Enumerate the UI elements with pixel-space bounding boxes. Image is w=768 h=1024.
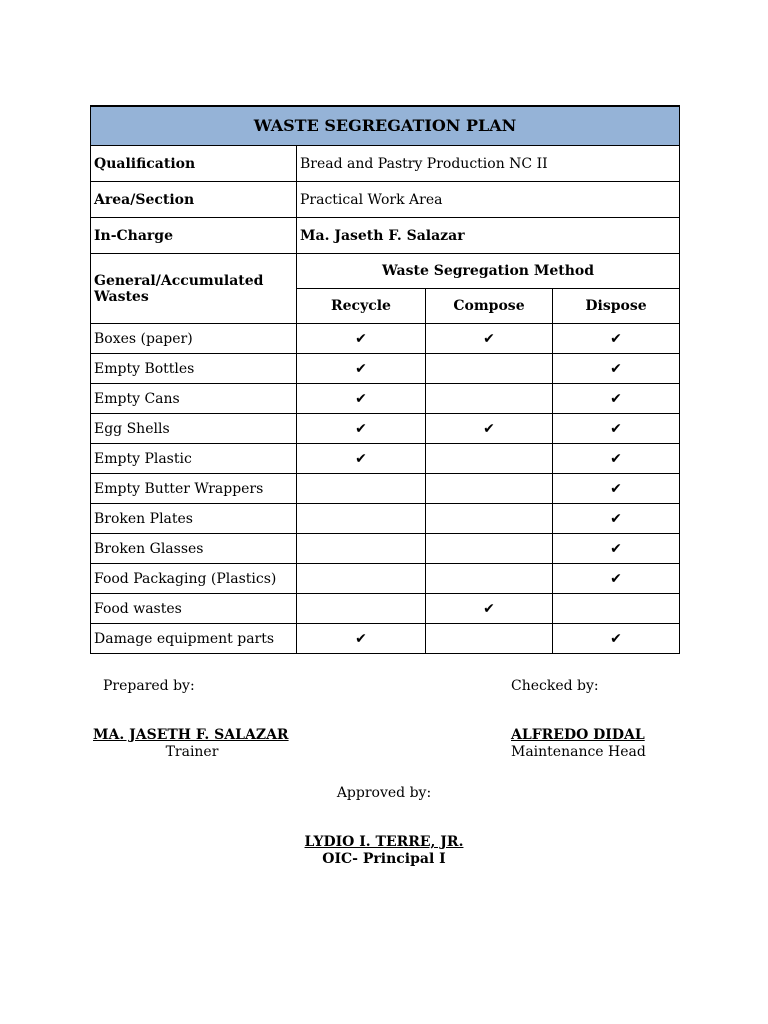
table-row: [91, 594, 680, 624]
approver-title: OIC- Principal I: [322, 851, 446, 867]
method-header: Waste Segregation Method: [297, 254, 680, 289]
table-row: [91, 444, 680, 474]
dispose-cell: ✔: [553, 534, 680, 564]
preparer-name: MA. JASETH F. SALAZAR: [93, 727, 289, 743]
compose-cell: ✔: [426, 324, 553, 354]
compose-cell: [426, 624, 553, 654]
dispose-cell: ✔: [553, 564, 680, 594]
dispose-cell: ✔: [553, 414, 680, 444]
dispose-cell: ✔: [553, 444, 680, 474]
dispose-header: Dispose: [553, 289, 680, 324]
compose-cell: [426, 534, 553, 564]
compose-header: Compose: [426, 289, 553, 324]
table-row: [91, 384, 680, 414]
dispose-cell: ✔: [553, 624, 680, 654]
recycle-cell: ✔: [297, 354, 426, 384]
table-row: [91, 474, 680, 504]
table-row: [91, 534, 680, 564]
recycle-cell: ✔: [297, 324, 426, 354]
waste-item-cell: Broken Glasses: [91, 534, 297, 564]
recycle-cell: [297, 474, 426, 504]
waste-segregation-table: [90, 105, 680, 654]
table-row: [91, 324, 680, 354]
approver-name: LYDIO I. TERRE, JR.: [304, 834, 464, 850]
recycle-cell: ✔: [297, 414, 426, 444]
waste-item-cell: Empty Cans: [91, 384, 297, 414]
compose-cell: [426, 474, 553, 504]
table-row: [91, 564, 680, 594]
checker-title: Maintenance Head: [511, 744, 646, 760]
waste-item-cell: Damage equipment parts: [91, 624, 297, 654]
table-row: [91, 504, 680, 534]
recycle-cell: [297, 564, 426, 594]
area-value: Practical Work Area: [297, 182, 680, 218]
compose-cell: [426, 384, 553, 414]
wastes-header: General/Accumulated Wastes: [91, 254, 297, 324]
qualification-value: Bread and Pastry Production NC II: [297, 146, 680, 182]
table-title: WASTE SEGREGATION PLAN: [91, 106, 680, 146]
compose-cell: [426, 444, 553, 474]
checked-by-label: Checked by:: [511, 678, 599, 694]
recycle-cell: [297, 534, 426, 564]
compose-cell: ✔: [426, 594, 553, 624]
incharge-label: In-Charge: [91, 218, 297, 254]
table-row: [91, 624, 680, 654]
table-row: [91, 414, 680, 444]
waste-item-cell: Empty Butter Wrappers: [91, 474, 297, 504]
waste-item-cell: Boxes (paper): [91, 324, 297, 354]
compose-cell: [426, 504, 553, 534]
preparer-title: Trainer: [165, 744, 219, 760]
recycle-cell: ✔: [297, 384, 426, 414]
recycle-cell: ✔: [297, 444, 426, 474]
waste-item-cell: Food Packaging (Plastics): [91, 564, 297, 594]
waste-item-cell: Empty Plastic: [91, 444, 297, 474]
area-label: Area/Section: [91, 182, 297, 218]
dispose-cell: ✔: [553, 474, 680, 504]
compose-cell: [426, 564, 553, 594]
table-row: [91, 354, 680, 384]
waste-item-cell: Broken Plates: [91, 504, 297, 534]
prepared-by-label: Prepared by:: [103, 678, 195, 694]
incharge-value: Ma. Jaseth F. Salazar: [297, 218, 680, 254]
recycle-cell: [297, 504, 426, 534]
compose-cell: [426, 354, 553, 384]
recycle-cell: ✔: [297, 624, 426, 654]
dispose-cell: ✔: [553, 354, 680, 384]
dispose-cell: [553, 594, 680, 624]
dispose-cell: ✔: [553, 324, 680, 354]
recycle-cell: [297, 594, 426, 624]
qualification-label: Qualification: [91, 146, 297, 182]
dispose-cell: ✔: [553, 384, 680, 414]
recycle-header: Recycle: [297, 289, 426, 324]
approved-by-label: Approved by:: [336, 785, 432, 801]
dispose-cell: ✔: [553, 504, 680, 534]
waste-item-cell: Empty Bottles: [91, 354, 297, 384]
waste-item-cell: Food wastes: [91, 594, 297, 624]
waste-item-cell: Egg Shells: [91, 414, 297, 444]
checker-name: ALFREDO DIDAL: [511, 727, 645, 743]
compose-cell: ✔: [426, 414, 553, 444]
